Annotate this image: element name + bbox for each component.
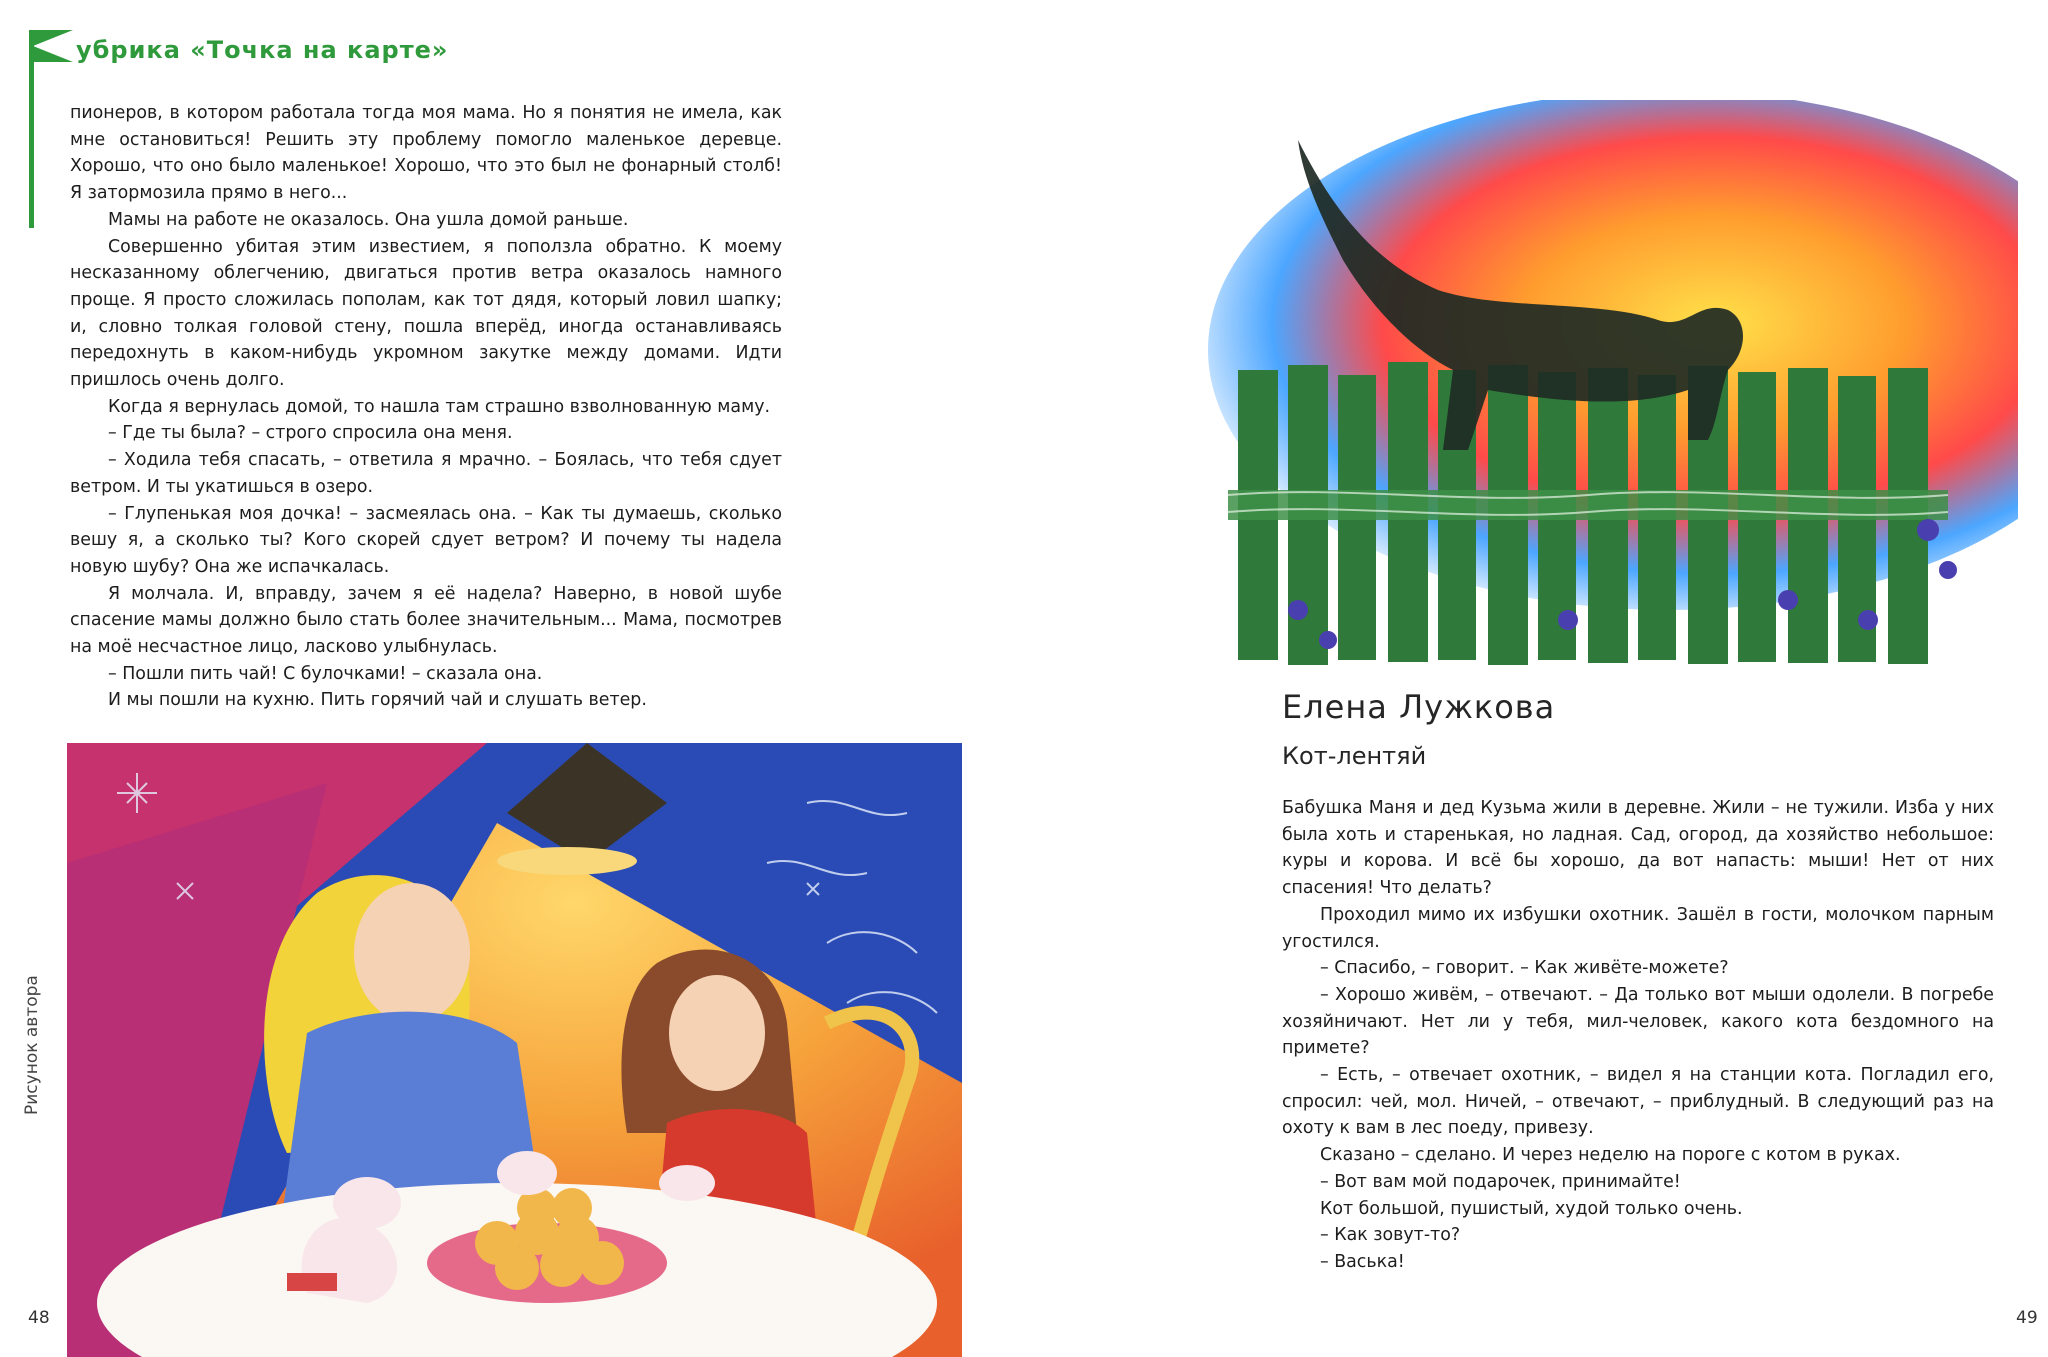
rubric-title: убрика «Точка на карте»: [76, 36, 449, 64]
paragraph: Бабушка Маня и дед Кузьма жили в деревне. Жили – не тужили. Изба у них была хоть и старенькая, но ладная. Сад, огород, да хозяйство небольшое: куры и корова. И всё бы хорошо, да вот напасть: мыши! Нет от них спасения! Что делать?: [1282, 798, 1994, 899]
paragraph: – Есть, – отвечает охотник, – видел я на станции кота. Погладил его, спросил: чей, мол. Ничей, – отвечают, – приблудный. В следующий раз на охоту к вам в лес поеду, привезу.: [1282, 1065, 1994, 1139]
page-number-right: 49: [2016, 1308, 2038, 1328]
paragraph: – Хорошо живём, – отвечают. – Да только вот мыши одолели. В погребе хозяйничают. Нет ли у тебя, мил-человек, какого кота бездомного на примете?: [1282, 984, 1994, 1059]
page-number-left: 48: [28, 1308, 50, 1328]
story-title: Кот-лентяй: [1282, 742, 1427, 770]
paragraph: пионеров, в котором работала тогда моя мама. Но я понятия не имела, как мне остановиться! Решить эту проблему помогло маленькое деревце. Хорошо, что оно было маленькое! Хорошо, что это был не фонарный столб! Я затормозила прямо в него...: [70, 103, 782, 204]
paragraph: – Вот вам мой подарочек, принимайте!: [1320, 1171, 1681, 1192]
paragraph: И мы пошли на кухню. Пить горячий чай и слушать ветер.: [108, 690, 647, 711]
right-body-text: [1282, 795, 1994, 1276]
paragraph: Совершенно убитая этим известием, я поползла обратно. К моему несказанному облегчению, двигаться против ветра оказалось намного проще. Я просто сложилась пополам, как тот дядя, который ловил шапку; и, словно толкая головой стену, пошла вперёд, иногда останавливаясь передохнуть в каком-нибудь укромном закутке между домами. Идти пришлось очень долго.: [70, 236, 782, 391]
tea-party-illustration: [67, 743, 962, 1357]
paragraph: – Глупенькая моя дочка! – засмеялась она. – Как ты думаешь, сколько вешу я, а сколько ты? Кого скорей сдует ветром? И почему ты надела новую шубу? Она же испачкалась.: [70, 503, 782, 577]
left-body-text: [70, 100, 782, 714]
paragraph: – Ходила тебя спасать, – ответила я мрачно. – Боялась, что тебя сдует ветром. И ты укатишься в озеро.: [70, 450, 782, 497]
paragraph: Мамы на работе не оказалось. Она ушла домой раньше.: [108, 209, 629, 230]
paragraph: – Пошли пить чай! С булочками! – сказала она.: [108, 663, 543, 684]
cat-on-fence-illustration: [1148, 100, 2018, 700]
paragraph: Я молчала. И, вправду, зачем я её надела? Наверно, в новой шубе спасение мамы должно было стать более значительным... Мама, посмотрев на моё несчастное лицо, ласково улыбнулась.: [70, 583, 782, 658]
flag-icon: [33, 30, 73, 62]
story-author: Елена Лужкова: [1282, 688, 1556, 726]
paragraph: Когда я вернулась домой, то нашла там страшно взволнованную маму.: [108, 396, 771, 417]
paragraph: – Как зовут-то?: [1320, 1225, 1461, 1246]
paragraph: – Где ты была? – строго спросила она меня.: [108, 423, 513, 444]
paragraph: Проходил мимо их избушки охотник. Зашёл в гости, молочком парным угостился.: [1282, 904, 1994, 952]
paragraph: – Васька!: [1320, 1251, 1405, 1272]
paragraph: Кот большой, пушистый, худой только очень.: [1320, 1198, 1743, 1219]
paragraph: – Спасибо, – говорит. – Как живёте-можете?: [1320, 958, 1729, 979]
paragraph: Сказано – сделано. И через неделю на пороге с котом в руках.: [1320, 1145, 1901, 1166]
illustration-caption: Рисунок автора: [22, 975, 42, 1115]
